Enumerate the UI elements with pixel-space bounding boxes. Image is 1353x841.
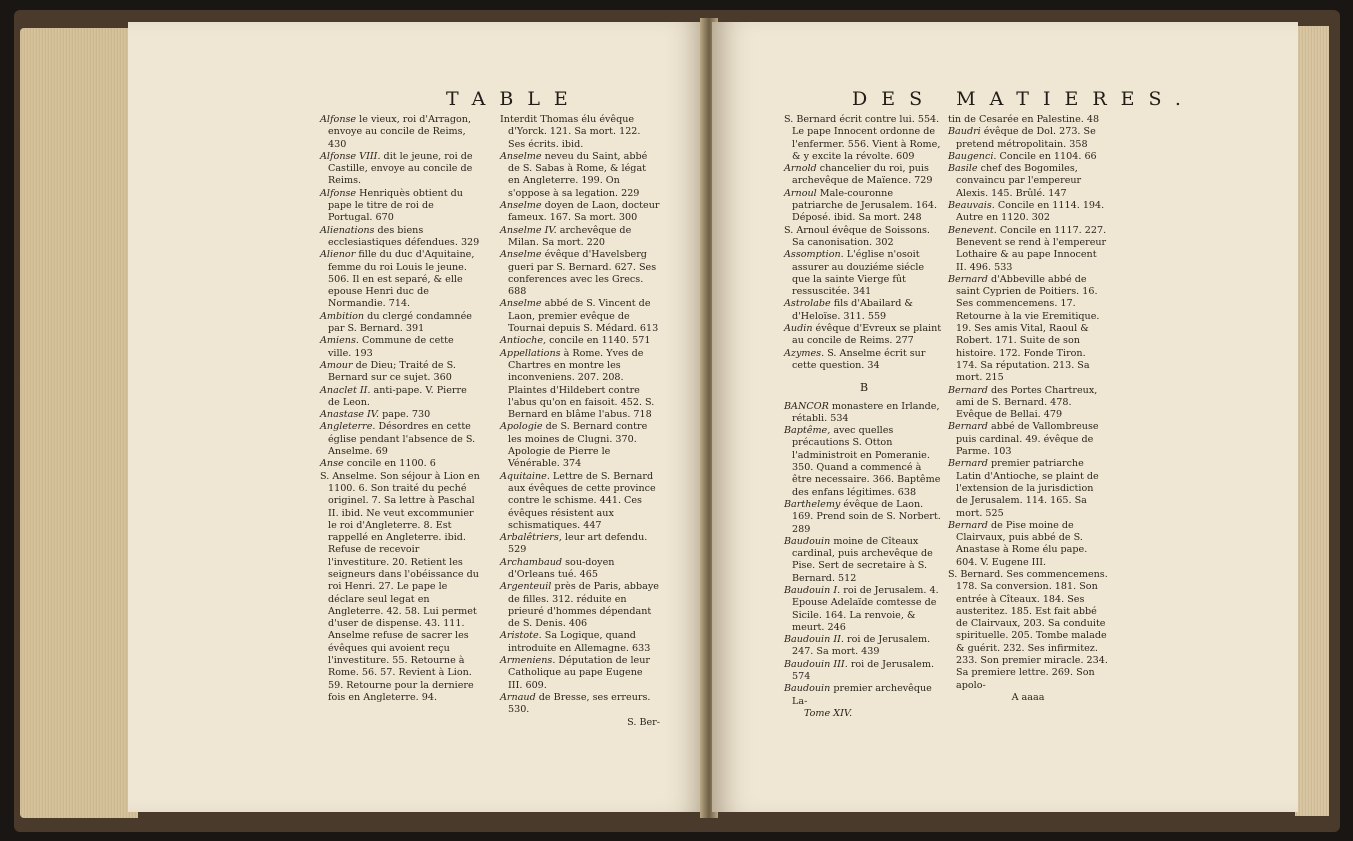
entry-headword: Archambaud (500, 556, 563, 568)
index-entry (784, 659, 944, 684)
entry-text: évêque de Dol. 273. Se pretend métropolitain. 358 (956, 126, 1096, 150)
entry-text: neveu du Saint, abbé de S. Sabas à Rome, & légat en Angleterre. 199. On s'oppose à sa legation. 229 (508, 150, 648, 199)
index-entry (500, 421, 660, 470)
volume-mark: Tome XIV. (804, 707, 853, 719)
entry-headword: Anselme (500, 150, 542, 162)
entry-text: S. Anselme. Son séjour à Lion en 1100. 6. Son traité du peché originel. 7. Sa lettre à Paschal II. ibid. Ne veut excommunier le roi d'Angleterre. 8. Est rappellé en Angleterre. ibid. Refuse de recevoir l'investiture. 20. Retient les seigneurs dans l'obéissance du roi Henri. 27. Le pape le déclare seul legat en Angleterre. 42. 58. Lui permet d'user de dispense. 43. 111. Anselme refuse de sacrer les évêques qui avoient reçu l'investiture. 55. Retourne à Rome. 56. 57. Revient à Lion. 59. Retourne pour la derniere fois en Angleterre. 94. (320, 470, 480, 703)
entry-text: Sa Logique, quand introduite en Allemagne. 633 (508, 630, 651, 654)
index-entry (500, 151, 660, 200)
index-entry (500, 114, 660, 151)
entry-headword: Arnoul (784, 187, 817, 199)
left-page (128, 22, 707, 812)
entry-headword: Bernard (948, 458, 988, 470)
index-entry (948, 151, 1108, 163)
index-entry (320, 225, 480, 250)
entry-text: roi de Jerusalem. 247. Sa mort. 439 (792, 634, 931, 658)
index-entry (784, 163, 944, 188)
index-entry (320, 188, 480, 225)
entry-text: de S. Bernard contre les moines de Clugni. 370. Apologie de Pierre le Vénérable. 374 (508, 421, 648, 470)
entry-text: premier archevêque La- (792, 683, 932, 707)
index-entry (500, 249, 660, 298)
index-entry (320, 409, 480, 421)
index-entry (784, 225, 944, 250)
index-entry (784, 425, 944, 499)
index-entry (948, 126, 1108, 151)
entry-headword: Arnaud (500, 691, 536, 703)
entry-text: dit le jeune, roi de Castille, envoye au concile de Reims. (328, 150, 473, 187)
entry-headword: Assomption. (784, 249, 844, 261)
entry-headword: Alfonse VIII. (320, 150, 381, 162)
entry-headword: Baudouin (784, 683, 831, 695)
entry-text: chef des Bogomiles, convaincu par l'empereur Alexis. 145. Brûlé. 147 (956, 163, 1082, 199)
entry-text: monastere en Irlande, rétabli. 534 (792, 400, 940, 424)
entry-text: d'Abbeville abbé de saint Cyprien de Poitiers. 16. Ses commencemens. 17. Retourne à la vie Eremitique. 19. Ses amis Vital, Raoul & Robert. 171. Suite de son histoire. 172. Fonde Tiron. 174. Sa réputation. 213. Sa mort. 215 (956, 273, 1100, 384)
entry-text: Concile en 1114. 194. Autre en 1120. 302 (956, 200, 1105, 224)
entry-headword: Aquitaine. (500, 470, 550, 482)
entry-headword: Baptême, (784, 425, 831, 437)
right-page (712, 22, 1298, 812)
entry-text: sou-doyen d'Orleans tué. 465 (508, 556, 615, 580)
entry-headword: Anselme IV. (500, 224, 557, 236)
entry-text: anti-pape. V. Pierre de Leon. (328, 384, 467, 408)
entry-headword: Arnold (784, 163, 817, 175)
entry-text: S. Bernard. Ses commencemens. 178. Sa conversion. 181. Son entrée à Cîteaux. 184. Ses austeritez. 185. Est fait abbé de Clairvaux, 203. Sa conduite spirituelle. 205. Tombe malade & guérit. 232. Ses infirmitez. 233. Son premier miracle. 234. Sa premiere lettre. 269. Son apolo- (948, 568, 1108, 691)
entry-headword: Anselme (500, 200, 542, 212)
index-entry (784, 585, 944, 634)
index-entry (784, 634, 944, 659)
entry-text: de Pise moine de Clairvaux, puis abbé de S. Anastase à Rome élu pape. 604. V. Eugene III. (956, 519, 1088, 568)
running-head-left: TABLE (446, 88, 582, 110)
index-entry (320, 421, 480, 458)
index-entry (948, 200, 1108, 225)
entry-headword: Baudouin III. (784, 658, 848, 670)
entry-text: fille du duc d'Aquitaine, femme du roi Louis le jeune. 506. Il en est separé, & elle epouse Henri duc de Normandie. 714. (328, 249, 475, 310)
index-entry (500, 225, 660, 250)
entry-headword: Bernard (948, 384, 988, 396)
entry-text: des biens ecclesiastiques défendues. 329 (328, 224, 480, 248)
entry-text: roi de Jerusalem. 4. Epouse Adelaïde comtesse de Sicile. 164. La renvoie, & meurt. 246 (792, 584, 939, 633)
entry-text: avec quelles précautions S. Otton l'administroit en Pomeranie. 350. Quand a commencé à être necessaire. 366. Baptême des enfans légitimes. 638 (792, 425, 941, 498)
entry-headword: Argenteuil (500, 581, 552, 593)
entry-headword: Apologie (500, 421, 543, 433)
entry-text: L'église n'osoit assurer au douziéme siécle que la sainte Vierge fût ressuscitée. 341 (792, 249, 925, 298)
index-entry (320, 311, 480, 336)
entry-text: de Dieu; Traité de S. Bernard sur ce sujet. 360 (328, 359, 456, 384)
entry-text: abbé de Vallombreuse puis cardinal. 49. évêque de Parme. 103 (956, 421, 1099, 458)
catchword: S. Ber- (627, 716, 660, 728)
index-entry (500, 581, 660, 630)
entry-headword: Beauvais. (948, 200, 995, 212)
index-entry (948, 520, 1108, 569)
index-entry (500, 532, 660, 557)
entry-headword: Antioche, (500, 335, 547, 347)
entry-headword: Appellations (500, 347, 561, 359)
entry-text: du clergé condamnée par S. Bernard. 391 (328, 310, 472, 335)
running-head-right: DES MATIERES. (852, 88, 1195, 110)
entry-text: Concile en 1117. 227. Benevent se rend à l'empereur Lothaire & au pape Innocent II. 496. 533 (956, 224, 1107, 273)
entry-text: S. Anselme écrit sur cette question. 34 (792, 347, 926, 371)
entry-headword: Baudouin II. (784, 634, 844, 646)
entry-text: pape. 730 (379, 409, 431, 421)
entry-text: doyen de Laon, docteur fameux. 167. Sa mort. 300 (508, 200, 660, 224)
index-entry (320, 249, 480, 310)
entry-text: abbé de S. Vincent de Laon, premier evêque de Tournai depuis S. Médard. 613 (508, 298, 659, 335)
entry-text: concile en 1140. 571 (546, 335, 651, 347)
entry-text: à Rome. Yves de Chartres en montre les inconveniens. 207. 208. Plaintes d'Hildebert contre l'abus qu'on en faisoit. 452. S. Bernard en blâme l'abus. 718 (508, 347, 655, 421)
entry-headword: BANCOR (784, 400, 829, 412)
index-entry (948, 274, 1108, 385)
index-entry (784, 298, 944, 323)
index-entry (320, 360, 480, 385)
index-entry (784, 683, 944, 708)
index-entry (320, 151, 480, 188)
index-entry (784, 401, 944, 426)
index-entry (500, 348, 660, 422)
right-column-1 (784, 114, 944, 720)
index-entry (320, 335, 480, 360)
index-entry (948, 114, 1108, 126)
signature-mark: A aaaa (1011, 691, 1045, 703)
entry-headword: Bernard (948, 421, 988, 433)
entry-text: évêque d'Havelsberg gueri par S. Bernard. 627. Ses conferences avec les Grecs. 688 (508, 249, 657, 298)
entry-text: premier patriarche Latin d'Antioche, se plaint de l'extension de la jurisdiction de Jerusalem. 114. 165. Sa mort. 525 (956, 458, 1099, 519)
entry-headword: Bernard (948, 519, 988, 531)
index-entry (948, 385, 1108, 422)
entry-headword: Basile (948, 163, 978, 175)
entry-text: Interdit Thomas élu évêque d'Yorck. 121. Sa mort. 122. Ses écrits. ibid. (500, 114, 641, 150)
page-edges-right (1295, 26, 1329, 816)
entry-text: tin de Cesarée en Palestine. 48 (948, 114, 1100, 125)
entry-headword: Amiens. (320, 335, 359, 347)
entry-text: concile en 1100. 6 (343, 458, 436, 470)
entry-headword: Baudri (948, 126, 981, 138)
index-entry (500, 630, 660, 655)
index-entry (784, 249, 944, 298)
entry-text: fils d'Abailard & d'Heloïse. 311. 559 (792, 298, 913, 322)
index-entry (784, 536, 944, 585)
entry-headword: Baugenci. (948, 150, 997, 162)
entry-text: chancelier du roi, puis archevêque de Maïence. 729 (792, 163, 933, 187)
index-entry (500, 298, 660, 335)
left-column-1 (320, 114, 480, 704)
entry-headword: Alfonse (320, 187, 357, 199)
entry-headword: Ambition (320, 310, 365, 322)
entry-headword: Baudouin I. (784, 584, 841, 596)
entry-headword: Baudouin (784, 535, 831, 547)
index-entry (320, 114, 480, 151)
entry-headword: Anastase IV. (320, 409, 380, 421)
entry-headword: Azymes. (784, 347, 825, 359)
index-entry (784, 499, 944, 536)
entry-headword: Audin (784, 323, 813, 335)
index-entry (320, 458, 480, 470)
index-entry (500, 692, 660, 717)
entry-text: S. Arnoul évêque de Soissons. Sa canonisation. 302 (784, 224, 930, 248)
index-entry (500, 335, 660, 347)
entry-text: Députation de leur Catholique au pape Eugene III. 609. (508, 655, 650, 691)
entry-headword: Bernard (948, 273, 988, 285)
section-letter: B (859, 381, 869, 395)
entry-headword: Barthelemy (784, 498, 841, 510)
index-entry (320, 385, 480, 410)
index-entry (948, 569, 1108, 692)
entry-text: évêque d'Evreux se plaint au concile de Reims. 277 (792, 323, 942, 347)
page-edges-left (20, 28, 138, 818)
entry-text: leur art defendu. 529 (508, 532, 648, 556)
index-entry (784, 323, 944, 348)
right-column-2 (948, 114, 1108, 704)
entry-headword: Alfonse (320, 114, 357, 125)
entry-headword: Arbalêtriers, (500, 532, 562, 544)
index-entry (948, 225, 1108, 274)
index-entry (500, 200, 660, 225)
entry-text: des Portes Chartreux, ami de S. Bernard. 478. Evêque de Bellai. 479 (956, 384, 1098, 421)
entry-text: le vieux, roi d'Arragon, envoye au concile de Reims, 430 (328, 114, 472, 150)
entry-headword: Aristote. (500, 630, 542, 642)
entry-text: de Bresse, ses erreurs. 530. (508, 691, 651, 716)
index-entry (320, 471, 480, 705)
entry-text: Désordres en cette église pendant l'absence de S. Anselme. 69 (328, 421, 476, 458)
entry-text: Lettre de S. Bernard aux évêques de cette province contre le schisme. 441. Ces évêques résistent aux schismatiques. 447 (508, 470, 656, 531)
entry-headword: Alienations (320, 224, 375, 236)
entry-text: roi de Jerusalem. 574 (792, 658, 934, 683)
entry-text: Commune de cette ville. 193 (328, 335, 454, 359)
entry-text: Male-couronne patriarche de Jerusalem. 164. Déposé. ibid. Sa mort. 248 (792, 187, 938, 224)
entry-headword: Angleterre. (320, 421, 376, 433)
entry-headword: Armeniens. (500, 655, 556, 667)
entry-text: près de Paris, abbaye de filles. 312. réduite en prieuré d'hommes dépendant de S. Denis. 406 (508, 581, 659, 630)
index-entry (784, 348, 944, 373)
entry-headword: Benevent. (948, 224, 997, 236)
index-entry (948, 421, 1108, 458)
entry-headword: Astrolabe (784, 298, 831, 310)
index-entry (500, 655, 660, 692)
entry-text: archevêque de Milan. Sa mort. 220 (508, 224, 632, 248)
left-column-2 (500, 114, 660, 729)
index-entry (784, 114, 944, 163)
entry-text: évêque de Laon. 169. Prend soin de S. Norbert. 289 (792, 498, 941, 535)
entry-headword: Alienor (320, 249, 356, 261)
index-entry (784, 188, 944, 225)
entry-headword: Anselme (500, 298, 542, 310)
index-entry (948, 458, 1108, 519)
index-entry (500, 557, 660, 582)
entry-text: Concile en 1104. 66 (996, 150, 1097, 162)
entry-headword: Anselme (500, 249, 542, 261)
entry-headword: Amour (320, 359, 353, 371)
index-entry (948, 163, 1108, 200)
entry-text: moine de Cîteaux cardinal, puis archevêque de Pise. Sert de secretaire à S. Bernard. 512 (792, 535, 933, 584)
entry-headword: Anaclet II. (320, 384, 371, 396)
entry-headword: Anse (320, 458, 344, 470)
entry-text: S. Bernard écrit contre lui. 554. Le pape Innocent ordonne de l'enfermer. 556. Vient à Rome, & y excite la révolte. 609 (784, 114, 941, 162)
index-entry (500, 471, 660, 532)
entry-text: Henriquès obtient du pape le titre de roi de Portugal. 670 (328, 187, 463, 224)
